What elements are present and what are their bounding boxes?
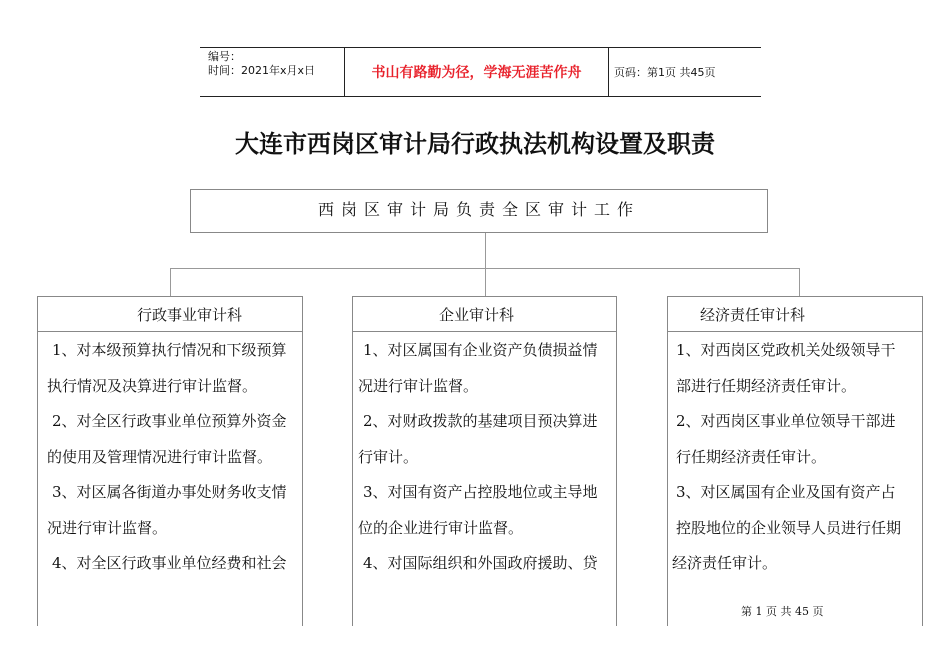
dept-duties (47, 333, 298, 582)
dept-duties (358, 333, 612, 582)
header-motto: 书山有路勤为径，学海无涯苦作舟 (371, 65, 582, 81)
connector-left-drop (170, 268, 171, 296)
duty-line: 的使用及管理情况进行审计监督。 (47, 447, 273, 466)
dept-heading (668, 297, 922, 332)
duty-line: 3、对区属各街道办事处财务收支情 (52, 483, 287, 501)
duty-line: 3、对国有资产占控股地位或主导地 (363, 483, 598, 501)
duty-line: 部进行任期经济责任审计。 (676, 376, 857, 395)
header-divider-right (608, 47, 609, 97)
number-label: 编号： (208, 50, 241, 63)
duty-line: 行任期经济责任审计。 (676, 447, 827, 466)
connector-right-drop (799, 268, 800, 296)
dept-heading-text: 经济责任审计科 (700, 305, 806, 324)
dept-duties (672, 333, 918, 582)
bureau-box-text: 西岗区审计局负责全区审计工作 (317, 200, 640, 219)
duty-line: 况进行审计监督。 (47, 518, 168, 537)
duty-line: 况进行审计监督。 (358, 376, 479, 395)
duty-line: 2、对全区行政事业单位预算外资金 (52, 412, 287, 430)
duty-line: 执行情况及决算进行审计监督。 (47, 376, 258, 395)
dept-heading-text: 行政事业审计科 (137, 305, 243, 324)
dept-column-enterprise (352, 296, 617, 626)
duty-line: 4、对全区行政事业单位经费和社会 (52, 554, 287, 572)
duty-line: 控股地位的企业领导人员进行任期 (676, 518, 902, 537)
duty-line: 4、对国际组织和外国政府援助、贷 (363, 554, 598, 572)
duty-line: 3、对区属国有企业及国有资产占 (676, 483, 896, 501)
footer-page-number: 第 1 页 共 45 页 (741, 605, 824, 618)
duty-line: 1、对本级预算执行情况和下级预算 (52, 341, 287, 359)
duty-line: 1、对西岗区党政机关处级领导干 (676, 341, 896, 359)
dept-column-responsibility (667, 296, 923, 626)
duty-line: 2、对西岗区事业单位领导干部进 (676, 412, 896, 430)
dept-column-admin (37, 296, 303, 626)
duty-line: 行审计。 (358, 447, 419, 466)
header-meta (208, 48, 344, 98)
duty-line: 位的企业进行审计监督。 (358, 518, 524, 537)
dept-heading-text: 企业审计科 (439, 305, 515, 324)
duty-line: 1、对区属国有企业资产负债损益情 (363, 341, 598, 359)
duty-line: 经济责任审计。 (672, 554, 778, 572)
page-title: 大连市西岗区审计局行政执法机构设置及职责 (235, 129, 715, 158)
dept-heading (38, 297, 302, 332)
connector-trunk (485, 233, 486, 269)
dept-heading (353, 297, 616, 332)
bureau-box (190, 189, 768, 233)
header-page-info: 页码：第1页 共45页 (614, 66, 716, 79)
duty-line: 2、对财政拨款的基建项目预决算进 (363, 412, 598, 430)
connector-mid-drop (485, 268, 486, 296)
time-label: 时间：2021年x月x日 (208, 64, 316, 77)
